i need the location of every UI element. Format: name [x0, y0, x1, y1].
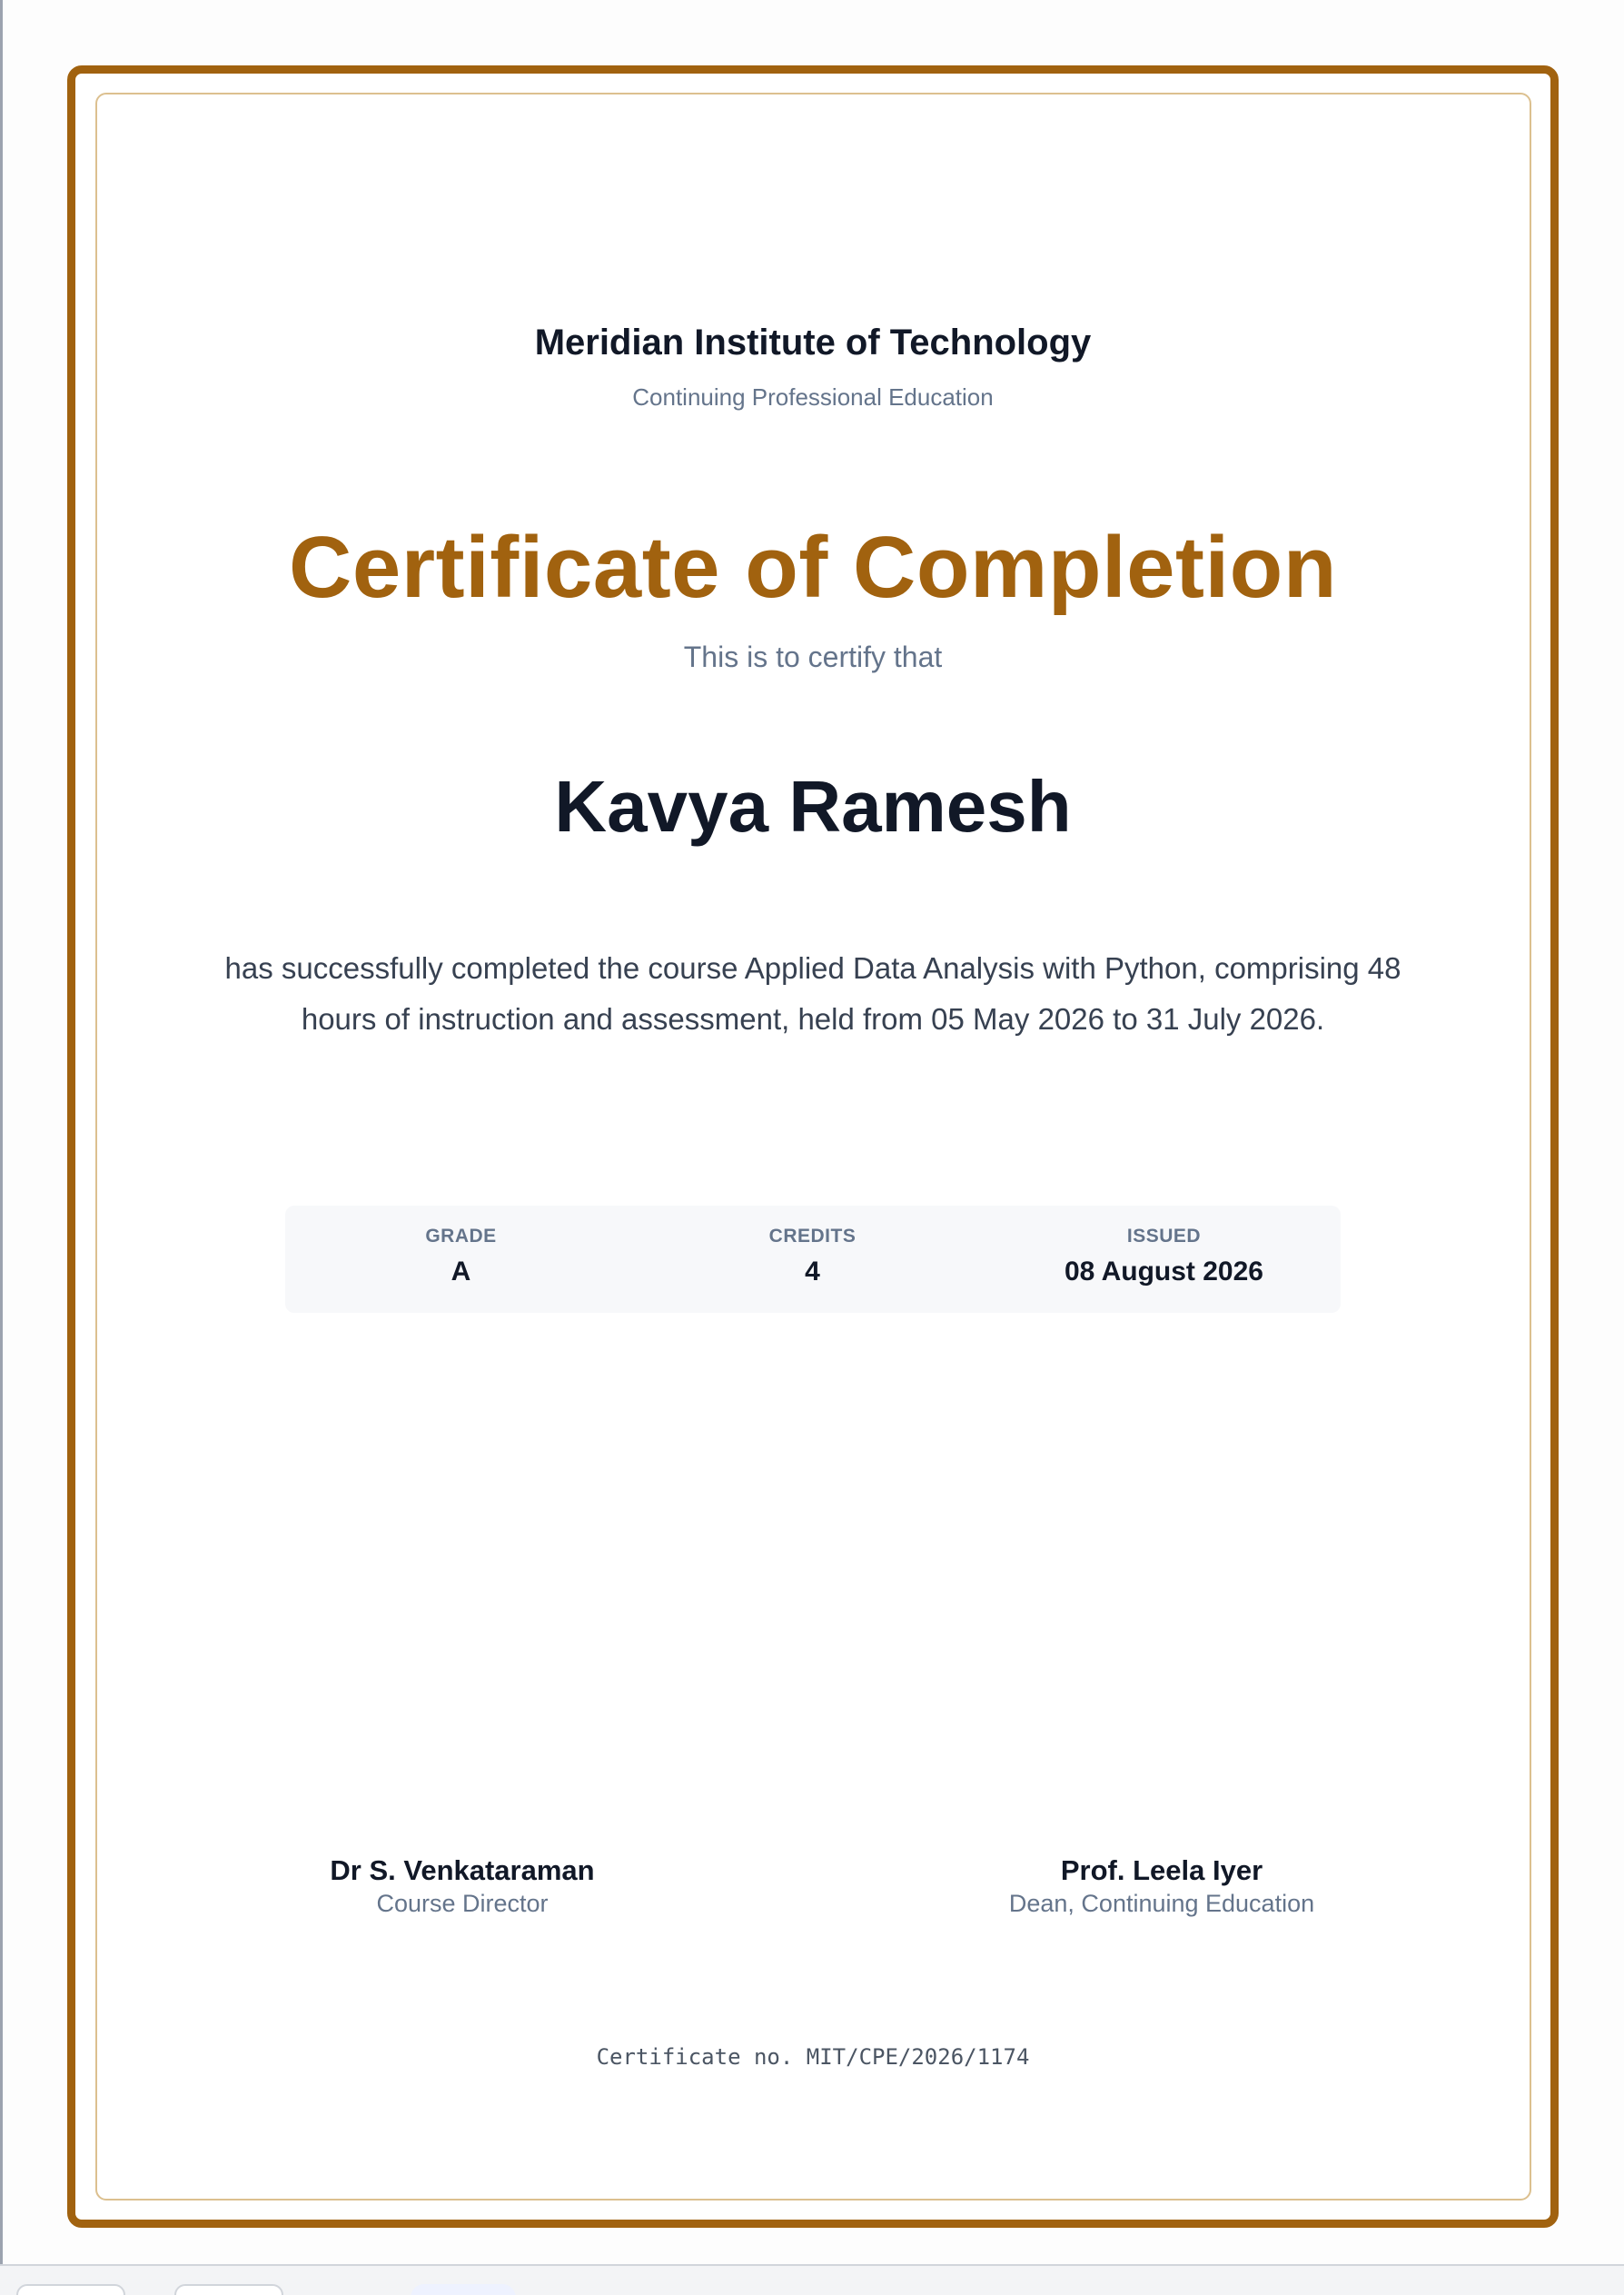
toolbar-button[interactable]: [174, 2284, 283, 2295]
detail-value: 08 August 2026: [1065, 1257, 1263, 1287]
detail-issued: [988, 1206, 1340, 1313]
signatory-dean: [926, 1853, 1398, 1919]
recipient-name: Kavya Ramesh: [554, 766, 1072, 847]
toolbar-pill[interactable]: [411, 2284, 516, 2295]
detail-label: ISSUED: [1126, 1226, 1202, 1247]
detail-value: 4: [805, 1257, 820, 1287]
detail-label: GRADE: [425, 1226, 497, 1247]
detail-value: A: [451, 1257, 471, 1287]
detail-credits: [637, 1206, 988, 1313]
certificate-number: Certificate no. MIT/CPE/2026/1174: [596, 2044, 1030, 2070]
viewer-left-edge: [0, 0, 3, 2264]
viewer-toolbar: [0, 2264, 1624, 2295]
institution-name: Meridian Institute of Technology: [534, 323, 1092, 363]
signatory-role: Dean, Continuing Education: [1008, 1890, 1315, 1917]
completion-description: has successfully completed the course Applied Data Analysis with Python, comprising 48 hours of instruction and assessment, held from 05 May 2026 to 31 July 2026.: [224, 951, 1401, 1036]
signatory-name: Prof. Leela Iyer: [1060, 1854, 1263, 1886]
certify-text: This is to certify that: [683, 641, 943, 673]
signatory-course-director: [226, 1853, 698, 1919]
detail-label: CREDITS: [768, 1226, 857, 1247]
signatory-name: Dr S. Venkataraman: [330, 1854, 595, 1886]
certificate-title: Certificate of Completion: [289, 519, 1337, 616]
detail-grade: [285, 1206, 637, 1313]
details-panel: [285, 1206, 1341, 1313]
signatory-role: Course Director: [376, 1890, 549, 1917]
department-name: Continuing Professional Education: [632, 383, 994, 411]
toolbar-button[interactable]: [16, 2284, 125, 2295]
